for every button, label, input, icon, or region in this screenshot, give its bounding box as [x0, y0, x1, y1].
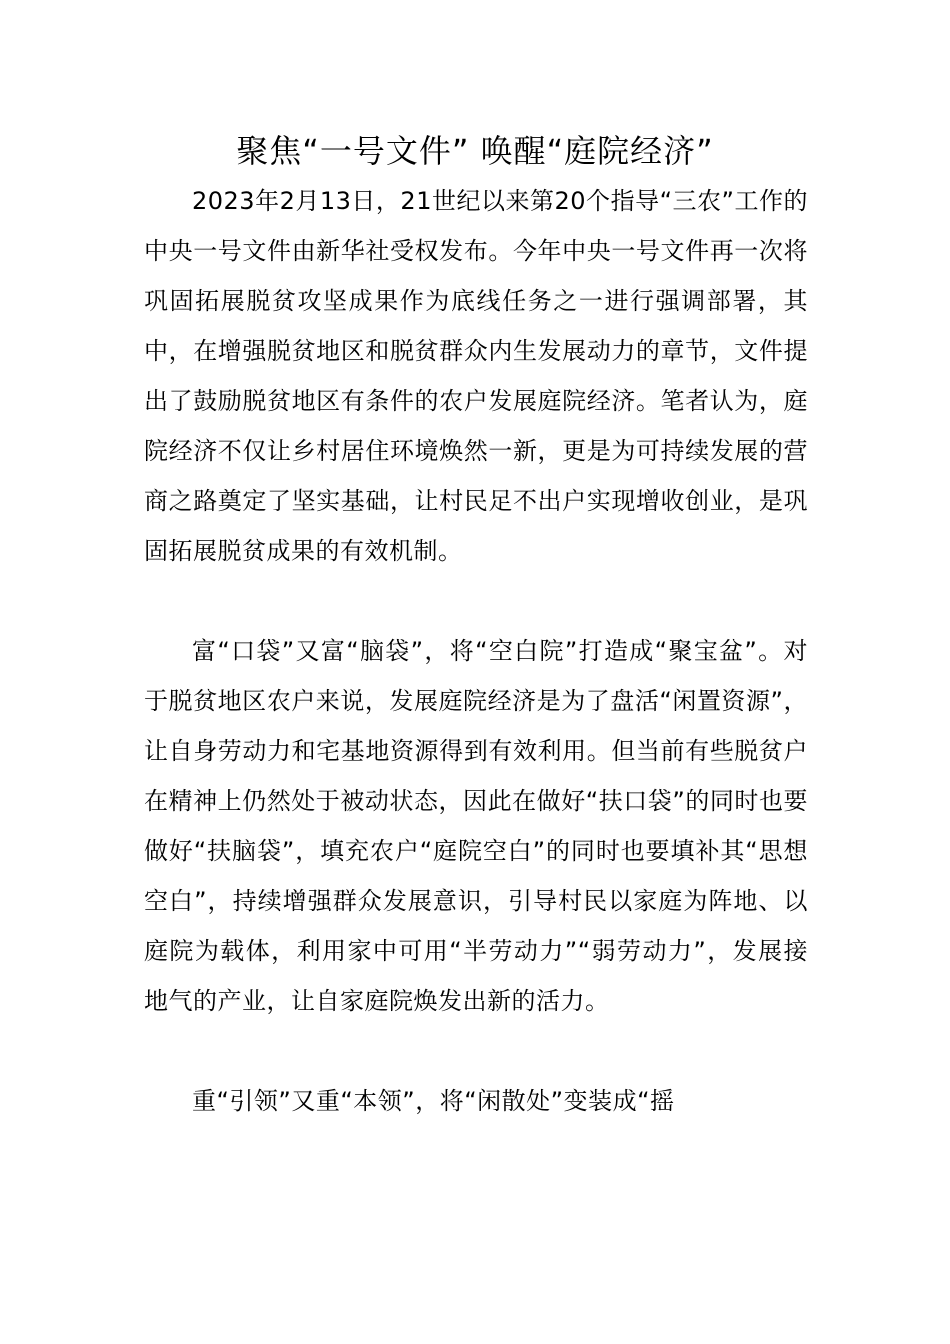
paragraph-spacer	[144, 1026, 808, 1076]
document-body	[144, 176, 808, 1126]
paragraph-leadership-and-skills: 重“引领”又重“本领”，将“闲散处”变装成“摇	[192, 1087, 675, 1115]
document-title: 聚焦“一号文件” 唤醒“庭院经济”	[236, 132, 714, 170]
paragraph-pocket-and-mind: 富“口袋”又富“脑袋”，将“空白院”打造成“聚宝盆”。对于脱贫地区农户来说，发展庭院经济是为了盘活“闲置资源”，让自身劳动力和宅基地资源得到有效利用。但当前有些脱贫户在精神上仍然处于被动状态，因此在做好“扶口袋”的同时也要做好“扶脑袋”，填充农户“庭院空白”的同时也要填补其“思想空白”，持续增强群众发展意识，引导村民以家庭为阵地、以庭院为载体，利用家中可用“半劳动力”“弱劳动力”，发展接地气的产业，让自家庭院焕发出新的活力。	[144, 637, 808, 1015]
paragraph-intro: 2023年2月13日，21世纪以来第20个指导“三农”工作的中央一号文件由新华社受权发布。今年中央一号文件再一次将巩固拓展脱贫攻坚成果作为底线任务之一进行强调部署，其中，在增强脱贫地区和脱贫群众内生发展动力的章节，文件提出了鼓励脱贫地区有条件的农户发展庭院经济。笔者认为，庭院经济不仅让乡村居住环境焕然一新，更是为可持续发展的营商之路奠定了坚实基础，让村民足不出户实现增收创业，是巩固拓展脱贫成果的有效机制。	[144, 187, 808, 565]
paragraph-spacer	[144, 576, 808, 626]
